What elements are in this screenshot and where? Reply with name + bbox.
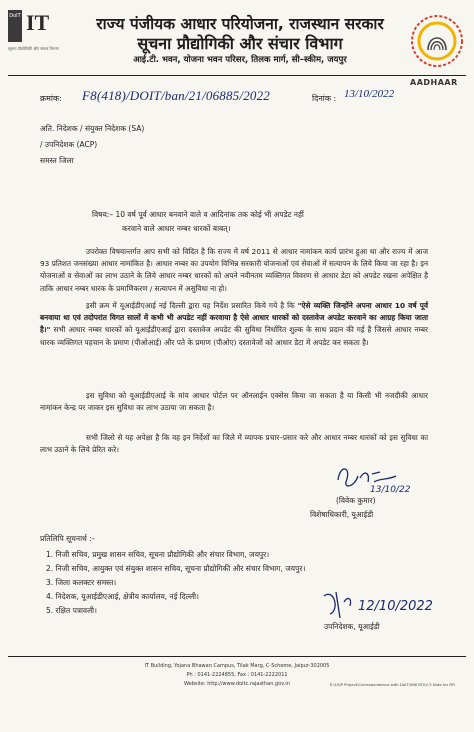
paragraph-2-rest: सभी आधार नम्बर धारकों को यूआईडीएआई द्वारा दस्तावेज अपडेट की सुविधा निर्धारित शुल्क के साथ प्रदान की गई है जिससे आधार नम्बर धारक व्यक्तिगत पहचान के प्रमाण (पीओआई) और पते के प्रमाण (पीओए) दस्तावेजों को आधार डेटा में अपडेट कर सकता है।	[40, 325, 428, 347]
subject	[92, 208, 362, 236]
header-department: सूचना प्रौद्योगिकी और संचार विभाग	[137, 34, 343, 53]
paragraph-2-highlight: "ऐसे व्यक्ति जिन्होंने अपना आधार 10 वर्ष पूर्व बनवाया था एवं तदोपरांत विगत सालों में कभी भी अपडेट नहीं करवाया है ऐसे आधार धारकों को दस्तावेज अपडेट करवाने का आग्रह किया जाता है।"	[40, 301, 428, 335]
reference-number: F8(418)/DOIT/ban/21/06885/2022	[82, 88, 270, 103]
copy-to-item: 4. निदेशक, यूआईडीएआई, क्षेत्रीय कार्यालय, नई दिल्ली।	[46, 592, 199, 601]
doit-logo	[8, 10, 66, 58]
svg-text:12/10/2022: 12/10/2022	[358, 599, 433, 614]
addressee-line: / उपनिदेशक (ACP)	[40, 140, 98, 149]
signature-1-name: (विवेक कुमार)	[336, 496, 376, 505]
svg-text:13/10/22: 13/10/22	[370, 485, 411, 495]
doit-logo-caption: सूचना प्रौद्योगिकी और संचार विभाग	[8, 46, 59, 51]
signature-2-title: उपनिदेशक, यूआईडी	[324, 622, 380, 631]
paragraph-2	[40, 300, 428, 349]
aadhaar-sun-icon	[408, 12, 466, 70]
addressee-line: समस्त जिला	[40, 156, 74, 165]
footer-rule	[8, 656, 466, 657]
subject-line-1: विषय:– 10 वर्ष पूर्व आधार बनवाने वाले व आदिनांक तक कोई भी अपडेट नहीं	[92, 210, 304, 219]
signature-1-title: विशेषाधिकारी, यूआईडी	[310, 510, 374, 519]
doit-logo-text: IT	[26, 10, 50, 35]
footer-phone: Ph : 0141-2224855, Fax : 0141-2222011	[186, 672, 288, 678]
aadhaar-wordmark: AADHAAR	[410, 78, 458, 87]
signature-2-image	[318, 584, 438, 624]
doit-logo-mark: DoIT	[8, 10, 22, 42]
paragraph-4: सभी जिलो से यह अपेक्षा है कि वह इन निर्देशों का जिले में व्यापक प्रचार–प्रसार करे और आधार नम्बर धारकों को इस सुविधा का लाभ उठाने के लिये प्रेरित करे।	[40, 433, 428, 455]
footer-website: Website: http://www.doitc.rajasthan.gov.in	[184, 681, 290, 687]
date-label: दिनांक :	[312, 94, 337, 103]
copy-to-item: 3. जिला कलक्टर समस्त।	[46, 578, 117, 587]
footer-address: IT Building, Yojana Bhawan Campus, Tilak Marg, C-Scheme, Jaipur-302005	[144, 663, 330, 669]
paragraph-2-intro: इसी क्रम में यूआईडीएआई नई दिल्ली द्वारा यह निर्देश प्रसारित किये गये है कि	[86, 301, 295, 310]
copy-to-item: 5. रक्षित पत्रावली।	[46, 606, 97, 615]
addressee-line: अति. निदेशक / संयुक्त निदेशक (SA)	[40, 124, 145, 133]
header-address: आई.टी. भवन, योजना भवन परिसर, तिलक मार्ग, सी–स्कीम, जयपुर	[133, 55, 347, 65]
footer-file-note: E:\UGP Project\Correspondence with DoIT\568 RTI\V-3 Note for RTI	[330, 682, 456, 687]
subject-line-2: करवाने वाले आधार नम्बर धारकों बाबत्।	[122, 224, 231, 233]
signature-1-image	[330, 458, 411, 498]
copy-to-item: 2. निजी सचिव, आयुक्त एवं संयुक्त शासन सचिव, सूचना प्रौद्योगिकी और संचार विभाग, जयपुर।	[46, 564, 306, 573]
reference-label: क्रमांक:	[40, 94, 62, 103]
copy-to-heading: प्रतिलिपि सूचनार्थ :-	[40, 534, 95, 543]
header-rule	[8, 75, 466, 76]
header-org-name: राज्य पंजीयक आधार परियोजना, राजस्थान सरकार	[96, 15, 384, 33]
copy-to-item: 1. निजी सचिव, प्रमुख शासन सचिव, सूचना प्रौद्योगिकी और संचार विभाग, जयपुर।	[46, 550, 270, 559]
date-value: 13/10/2022	[344, 88, 395, 100]
paragraph-1: उपरोक्त विषयान्तर्गत आप सभी को विदित है कि राज्य में वर्ष 2011 से आधार नामांकन कार्य प्रारंभ हुआ था और राज्य में आज 93 प्रतिशत जनसंख्या आधार नामांकित है। आधार नम्बर का उपयोग विभिन्न सरकारी योजनाओं एवं सेवाओं में सत्यापन के लिये किया जा रहा है। इन योजनाओं व सेवाओं का लाभ उठाने के लिये आधार नम्बर धारकों को अपने नवीनतम व्यक्तिगत विवरण से आधार डेटा को अपडेट रखना अपेक्षित है ताकि आधार नम्बर धारक के प्रमाणिकरण / सत्यापन में असुविधा ना हो।	[40, 247, 428, 293]
paragraph-3: इस सुविधा को यूआईडीएआई के मांय आधार पोर्टल पर ऑनलाईन एक्सेस किया जा सकता है या किसी भी नजदीकी आधार नामांकन केन्द्र पर जाकर इस सुविधा का लाभ उठाया जा सकता है।	[40, 391, 428, 413]
